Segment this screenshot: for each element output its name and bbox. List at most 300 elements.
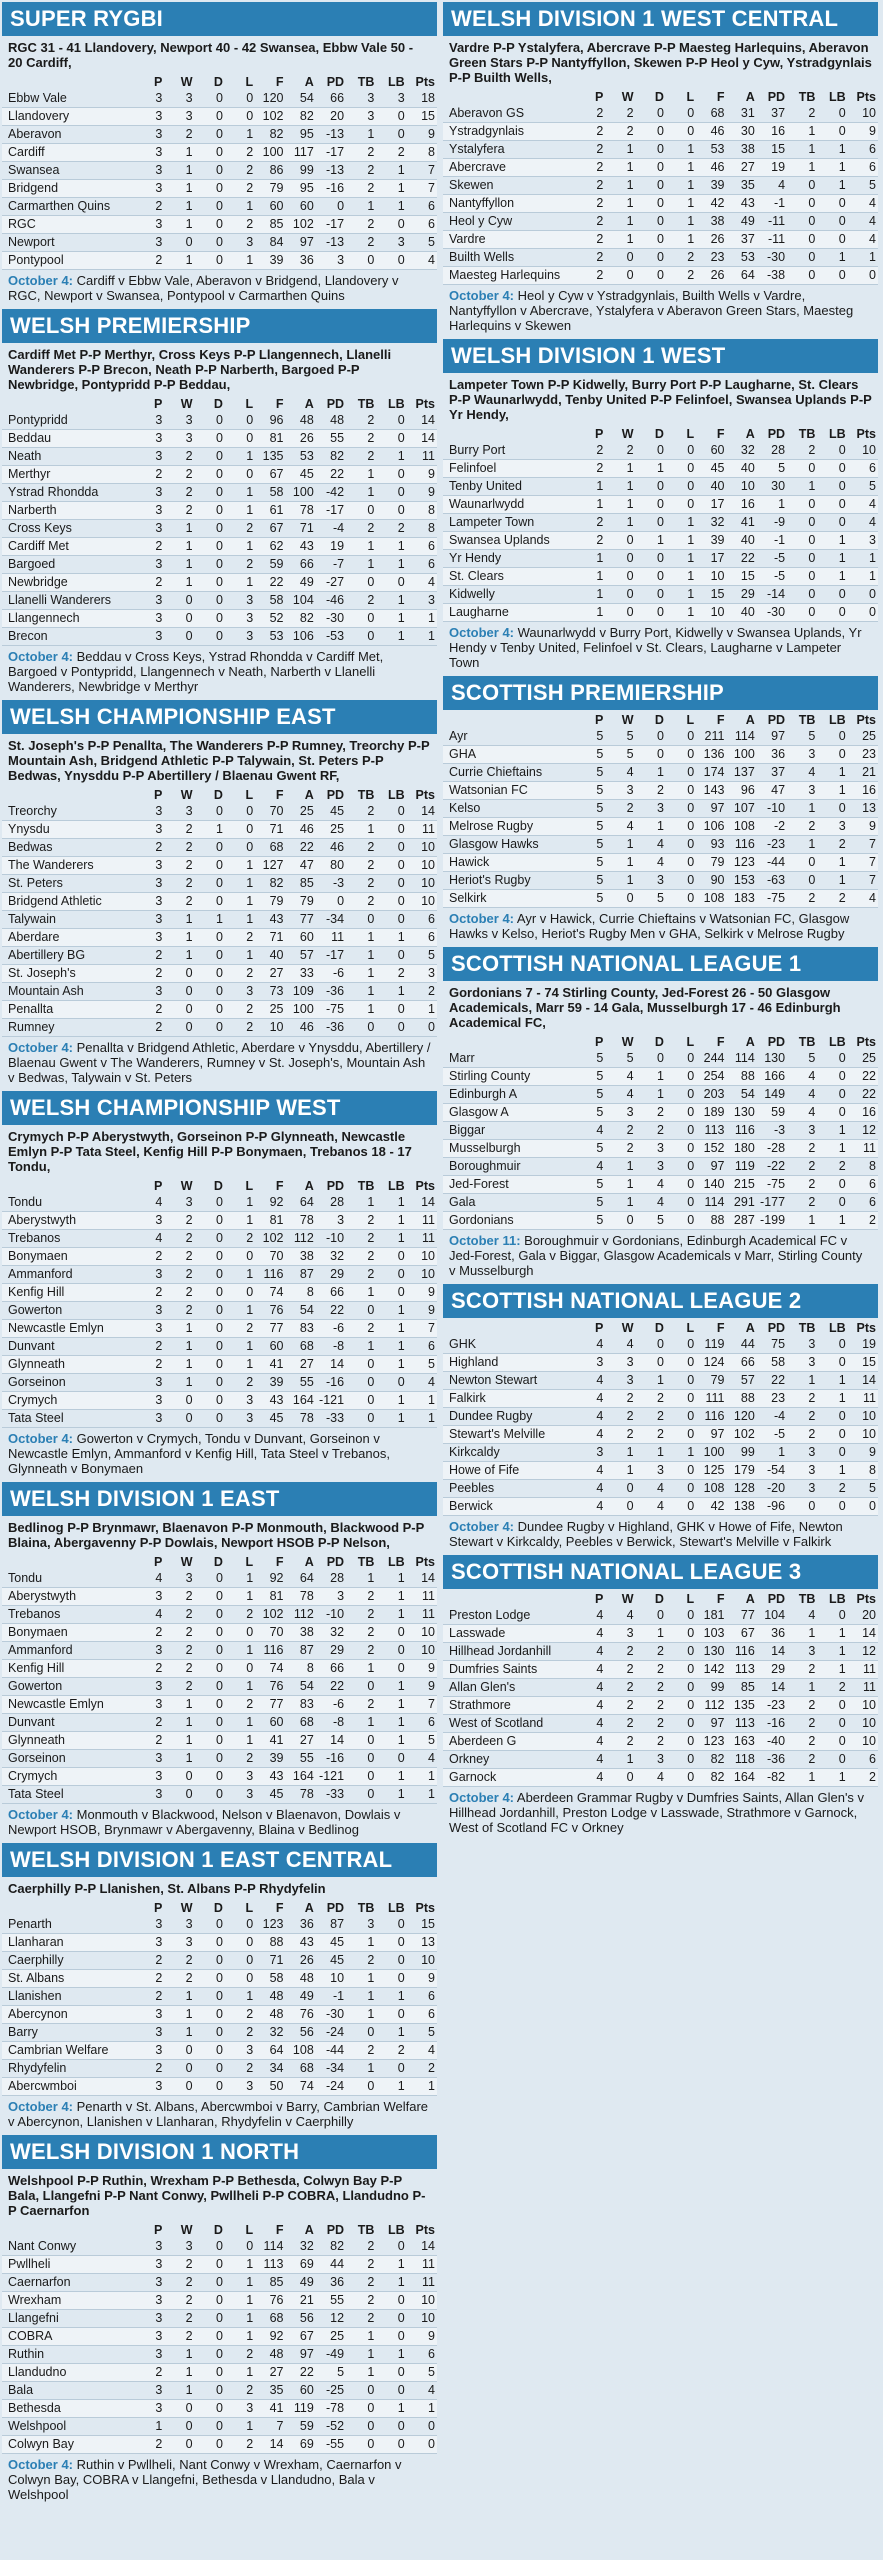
stat-cell: 2 — [787, 1158, 817, 1176]
stat-cell: 3 — [848, 532, 878, 550]
team-name: Llangennech — [2, 610, 134, 628]
stat-cell: 0 — [666, 1733, 696, 1751]
stat-cell: 0 — [346, 1678, 376, 1696]
stat-cell: -5 — [757, 568, 787, 586]
stat-cell: 3 — [134, 857, 164, 875]
stat-cell: 16 — [848, 782, 878, 800]
column-header: Pts — [415, 1555, 435, 1569]
stat-cell: 70 — [255, 1624, 285, 1642]
stat-cell: 1 — [848, 550, 878, 568]
stat-cell: 14 — [407, 412, 437, 430]
team-name: Neath — [2, 448, 134, 466]
stat-cell: 1 — [164, 1732, 194, 1750]
stat-cell: 41 — [255, 1732, 285, 1750]
stat-cell: 3 — [164, 108, 194, 126]
stat-cell: 2 — [134, 1988, 164, 2006]
stat-cell: -17 — [316, 144, 346, 162]
stat-cell: 45 — [255, 1786, 285, 1804]
stat-cell: 1 — [164, 2364, 194, 2382]
stat-cell: 0 — [376, 466, 406, 484]
stat-cell: 10 — [696, 604, 726, 622]
table-row — [2, 2042, 437, 2060]
stat-cell: 1 — [164, 2024, 194, 2042]
column-header: W — [180, 75, 193, 89]
stat-cell: 0 — [817, 800, 847, 818]
stat-cell: 0 — [376, 911, 406, 929]
team-name: Heol y Cyw — [443, 213, 575, 231]
table-row — [2, 1970, 437, 1988]
stat-cell: 0 — [376, 2364, 406, 2382]
stat-cell: 11 — [848, 1679, 878, 1697]
stat-cell: 5 — [848, 478, 878, 496]
stat-cell: 0 — [666, 818, 696, 836]
stat-cell: 11 — [407, 1588, 437, 1606]
team-name: Abertillery BG — [2, 947, 134, 965]
stat-cell: 3 — [605, 1372, 635, 1390]
stat-cell: 113 — [696, 1122, 726, 1140]
stat-cell: 0 — [164, 983, 194, 1001]
stat-cell: 67 — [726, 1625, 756, 1643]
stat-cell: 44 — [316, 2256, 346, 2274]
stat-cell: 11 — [407, 1230, 437, 1248]
team-name: Biggar — [443, 1122, 575, 1140]
stat-cell: 55 — [285, 1750, 315, 1768]
table-row — [2, 502, 437, 520]
stat-cell: -46 — [316, 592, 346, 610]
stat-cell: 4 — [575, 1122, 605, 1140]
stat-cell: 0 — [195, 2078, 225, 2096]
stat-cell: 4 — [134, 1230, 164, 1248]
stat-cell: 215 — [726, 1176, 756, 1194]
stat-cell: 5 — [575, 1086, 605, 1104]
stat-cell: 4 — [605, 764, 635, 782]
stat-cell: 3 — [787, 1122, 817, 1140]
stat-cell: 0 — [376, 893, 406, 911]
stat-cell: 106 — [285, 628, 315, 646]
team-name: Dumfries Saints — [443, 1661, 575, 1679]
team-name: Felinfoel — [443, 460, 575, 478]
stat-cell: 0 — [817, 1336, 847, 1354]
stat-cell: 0 — [666, 1354, 696, 1372]
stat-cell: 70 — [255, 1248, 285, 1266]
stat-cell: 85 — [285, 875, 315, 893]
league-table — [443, 426, 878, 622]
stat-cell: 3 — [817, 818, 847, 836]
stat-cell: 1 — [225, 911, 255, 929]
stat-cell: 1 — [605, 213, 635, 231]
team-name: Bethesda — [2, 2400, 134, 2418]
team-name: Ammanford — [2, 1642, 134, 1660]
stat-cell: 0 — [346, 2382, 376, 2400]
stat-cell: 40 — [726, 604, 756, 622]
results-text: Gordonians 7 - 74 Stirling County, Jed-Forest 26 - 50 Glasgow Academicals, Marr 59 - 14 Gala, Musselburgh 17 - 46 Edinburgh Academical FC, — [449, 985, 841, 1030]
column-header: LB — [388, 1179, 405, 1193]
stat-cell: 2 — [164, 2328, 194, 2346]
stat-cell: 3 — [575, 1444, 605, 1462]
stat-cell: 2 — [225, 2006, 255, 2024]
stat-cell: 4 — [407, 574, 437, 592]
league-title: SUPER RYGBI — [2, 2, 437, 36]
stat-cell: 5 — [407, 1732, 437, 1750]
table-row — [443, 1068, 878, 1086]
stat-cell: 58 — [255, 484, 285, 502]
team-column-header — [443, 1320, 575, 1336]
stat-cell: 1 — [817, 1661, 847, 1679]
stat-cell: 1 — [605, 1462, 635, 1480]
team-name: Cardiff — [2, 144, 134, 162]
stat-cell: 60 — [696, 442, 726, 460]
stat-cell: 4 — [575, 1372, 605, 1390]
stat-cell: 71 — [255, 821, 285, 839]
stat-cell: 2 — [787, 818, 817, 836]
stat-cell: 2 — [605, 1426, 635, 1444]
stat-cell: 0 — [195, 2328, 225, 2346]
stat-cell: 77 — [255, 1696, 285, 1714]
stat-cell: 2 — [346, 1696, 376, 1714]
stat-cell: 0 — [376, 108, 406, 126]
team-name: Glasgow Hawks — [443, 836, 575, 854]
stat-cell: 0 — [195, 2238, 225, 2256]
team-name: Pontypridd — [2, 412, 134, 430]
stat-cell: 1 — [164, 1750, 194, 1768]
stat-cell: 82 — [316, 448, 346, 466]
stat-cell: 0 — [376, 1284, 406, 1302]
stat-cell: 4 — [605, 818, 635, 836]
league-section — [2, 1841, 437, 2133]
stat-cell: 0 — [164, 1019, 194, 1037]
stat-cell: 0 — [817, 1733, 847, 1751]
stat-cell: 1 — [376, 929, 406, 947]
stat-cell: 1 — [164, 2346, 194, 2364]
stat-cell: 2 — [225, 1696, 255, 1714]
stat-cell: 2 — [346, 893, 376, 911]
stat-cell: 0 — [666, 1372, 696, 1390]
stat-cell: -121 — [316, 1392, 346, 1410]
stat-cell: 0 — [605, 1480, 635, 1498]
stat-cell: 0 — [346, 1302, 376, 1320]
stat-cell: 0 — [787, 496, 817, 514]
stat-cell: 5 — [575, 890, 605, 908]
stat-cell: 0 — [376, 484, 406, 502]
stat-cell: 0 — [666, 836, 696, 854]
stat-cell: -30 — [316, 610, 346, 628]
column-header: Pts — [415, 1901, 435, 1915]
stat-cell: 10 — [407, 1624, 437, 1642]
league-section — [443, 0, 878, 337]
stat-cell: 111 — [696, 1390, 726, 1408]
stat-cell: 3 — [134, 556, 164, 574]
stat-cell: 5 — [575, 1176, 605, 1194]
team-name: Kirkcaldy — [443, 1444, 575, 1462]
stat-cell: 0 — [195, 929, 225, 947]
stat-cell: 27 — [255, 965, 285, 983]
stat-cell: 4 — [848, 496, 878, 514]
team-name: Abercynon — [2, 2006, 134, 2024]
stat-cell: 37 — [757, 105, 787, 123]
stat-cell: 1 — [164, 1320, 194, 1338]
stat-cell: 0 — [817, 514, 847, 532]
stat-cell: 66 — [316, 1284, 346, 1302]
stat-cell: 1 — [817, 1122, 847, 1140]
stat-cell: 88 — [726, 1390, 756, 1408]
stat-cell: 0 — [376, 2310, 406, 2328]
stat-cell: 142 — [696, 1661, 726, 1679]
stat-cell: 2 — [134, 1660, 164, 1678]
stat-cell: 112 — [285, 1606, 315, 1624]
stat-cell: 130 — [696, 1643, 726, 1661]
stat-cell: 1 — [605, 1444, 635, 1462]
team-name: Garnock — [443, 1769, 575, 1787]
stat-cell: 4 — [575, 1336, 605, 1354]
stat-cell: 1 — [666, 568, 696, 586]
stat-cell: -20 — [757, 1480, 787, 1498]
column-header: PD — [326, 2223, 345, 2237]
stat-cell: 2 — [164, 893, 194, 911]
stat-cell: 118 — [726, 1751, 756, 1769]
stat-cell: 14 — [255, 2436, 285, 2454]
stat-cell: 57 — [726, 1372, 756, 1390]
stat-cell: 56 — [285, 2310, 315, 2328]
stat-cell: -7 — [316, 556, 346, 574]
stat-cell: 0 — [225, 1624, 255, 1642]
stat-cell: 104 — [757, 1607, 787, 1625]
column-header: PD — [767, 90, 786, 104]
stat-cell: 76 — [255, 1302, 285, 1320]
column-header: F — [275, 397, 284, 411]
stat-cell: 47 — [285, 857, 315, 875]
stat-cell: 3 — [605, 1625, 635, 1643]
stat-cell: 1 — [666, 550, 696, 568]
team-name: Newport — [2, 234, 134, 252]
stat-cell: 14 — [407, 803, 437, 821]
stat-cell: 5 — [575, 1068, 605, 1086]
stat-cell: 42 — [696, 195, 726, 213]
stat-cell: 3 — [134, 448, 164, 466]
stat-cell: 0 — [787, 550, 817, 568]
column-header: TB — [798, 713, 816, 727]
stat-cell: 1 — [225, 538, 255, 556]
team-name: Laugharne — [443, 604, 575, 622]
stat-cell: 1 — [376, 1696, 406, 1714]
stat-cell: 3 — [134, 1642, 164, 1660]
stat-cell: 55 — [316, 2292, 346, 2310]
team-name: Narberth — [2, 502, 134, 520]
stat-cell: 3 — [134, 484, 164, 502]
stat-cell: -75 — [316, 1001, 346, 1019]
stat-cell: 22 — [848, 1086, 878, 1104]
stat-cell: 1 — [164, 947, 194, 965]
stat-cell: 143 — [696, 782, 726, 800]
team-name: Cross Keys — [2, 520, 134, 538]
team-name: Kenfig Hill — [2, 1284, 134, 1302]
stat-cell: 12 — [316, 2310, 346, 2328]
stat-cell: 0 — [164, 2042, 194, 2060]
league-title: SCOTTISH NATIONAL LEAGUE 1 — [443, 947, 878, 981]
stat-cell: 0 — [376, 2292, 406, 2310]
table-row — [2, 1732, 437, 1750]
stat-cell: 0 — [666, 1068, 696, 1086]
team-name: Edinburgh A — [443, 1086, 575, 1104]
stat-cell: 45 — [696, 460, 726, 478]
stat-cell: 6 — [407, 216, 437, 234]
column-header: D — [654, 90, 664, 104]
stat-cell: -11 — [757, 213, 787, 231]
stat-cell: 67 — [255, 466, 285, 484]
stat-cell: 1 — [164, 929, 194, 947]
stat-cell: 39 — [255, 1374, 285, 1392]
stat-cell: 4 — [575, 1751, 605, 1769]
stat-cell: 10 — [696, 568, 726, 586]
stat-cell: -13 — [316, 162, 346, 180]
stat-cell: 12 — [848, 1643, 878, 1661]
stat-cell: 7 — [407, 162, 437, 180]
stat-cell: 0 — [817, 478, 847, 496]
stat-cell: 1 — [605, 872, 635, 890]
stat-cell: 2 — [346, 875, 376, 893]
stat-cell: 68 — [255, 2310, 285, 2328]
stat-cell: 0 — [376, 1660, 406, 1678]
stat-cell: 2 — [605, 1697, 635, 1715]
stat-cell: 0 — [195, 1266, 225, 1284]
table-row — [2, 216, 437, 234]
table-row — [2, 983, 437, 1001]
stat-cell: 1 — [225, 1678, 255, 1696]
stat-cell: 25 — [316, 2328, 346, 2346]
fixture-list: Penallta v Bridgend Athletic, Aberdare v Ynysddu, Abertillery / Blaenau Gwent v The Wanderers, Rumney v St. Joseph's, Mountain Ash v Bedwas, Talywain v St. Peters — [8, 1040, 431, 1085]
stat-cell: 3 — [134, 2346, 164, 2364]
team-column-header — [2, 396, 134, 412]
stat-cell: 44 — [726, 1336, 756, 1354]
table-row — [443, 586, 878, 604]
column-header: A — [304, 1555, 314, 1569]
stat-cell: 2 — [346, 412, 376, 430]
stat-cell: 0 — [376, 126, 406, 144]
stat-cell: 0 — [225, 90, 255, 108]
stat-cell: 81 — [255, 1588, 285, 1606]
stat-cell: 43 — [726, 195, 756, 213]
stat-cell: 10 — [848, 105, 878, 123]
stat-cell: -30 — [316, 2006, 346, 2024]
table-row — [2, 893, 437, 911]
stat-cell: 0 — [787, 267, 817, 285]
table-row — [443, 1194, 878, 1212]
stat-cell: 78 — [285, 1212, 315, 1230]
team-name: Builth Wells — [443, 249, 575, 267]
stat-cell: 0 — [666, 1086, 696, 1104]
stat-cell: 0 — [407, 1019, 437, 1037]
stat-cell: 2 — [376, 2042, 406, 2060]
stat-cell: 1 — [346, 466, 376, 484]
stat-cell: 28 — [757, 442, 787, 460]
column-header: LB — [829, 1592, 846, 1606]
column-header: P — [594, 1592, 604, 1606]
stat-cell: 2 — [164, 1302, 194, 1320]
column-header: W — [621, 90, 634, 104]
stat-cell: 0 — [666, 782, 696, 800]
team-name: Abercrave — [443, 159, 575, 177]
fixtures-text — [2, 270, 437, 307]
stat-cell: 2 — [636, 1122, 666, 1140]
stat-cell: 3 — [134, 90, 164, 108]
league-table — [2, 787, 437, 1037]
stat-cell: 116 — [726, 836, 756, 854]
stat-cell: 22 — [757, 1372, 787, 1390]
stat-cell: 22 — [316, 1678, 346, 1696]
stat-cell: 11 — [407, 448, 437, 466]
team-name: Trebanos — [2, 1606, 134, 1624]
team-name: Selkirk — [443, 890, 575, 908]
stat-cell: 0 — [376, 1642, 406, 1660]
stat-cell: 0 — [666, 105, 696, 123]
league-section — [2, 1480, 437, 1841]
stat-cell: 3 — [134, 1678, 164, 1696]
team-name: Aberystwyth — [2, 1588, 134, 1606]
table-row — [443, 1715, 878, 1733]
column-header: W — [180, 1555, 193, 1569]
column-header: PD — [326, 1555, 345, 1569]
team-name: Penarth — [2, 1916, 134, 1934]
stat-cell: 78 — [285, 1588, 315, 1606]
stat-cell: 0 — [376, 502, 406, 520]
team-name: Gowerton — [2, 1302, 134, 1320]
stat-cell: 116 — [255, 1266, 285, 1284]
stat-cell: 49 — [285, 1988, 315, 2006]
stat-cell: -17 — [316, 216, 346, 234]
league-table — [443, 712, 878, 908]
team-name: GHK — [443, 1336, 575, 1354]
stat-cell: 10 — [848, 1408, 878, 1426]
stat-cell: 3 — [225, 983, 255, 1001]
stat-cell: 0 — [376, 2006, 406, 2024]
stat-cell: 3 — [134, 162, 164, 180]
table-row — [2, 1916, 437, 1934]
table-row — [2, 628, 437, 646]
stat-cell: 2 — [605, 1733, 635, 1751]
table-row — [2, 538, 437, 556]
stat-cell: 0 — [195, 1570, 225, 1588]
stat-cell: 3 — [134, 893, 164, 911]
stat-cell: 2 — [787, 890, 817, 908]
stat-cell: 2 — [346, 2274, 376, 2292]
column-header: TB — [357, 397, 375, 411]
column-header: LB — [388, 2223, 405, 2237]
stat-cell: 0 — [164, 1410, 194, 1428]
stat-cell: 2 — [605, 105, 635, 123]
stat-cell: 2 — [636, 1715, 666, 1733]
stat-cell: 2 — [225, 1320, 255, 1338]
stat-cell: 0 — [195, 803, 225, 821]
team-name: Kidwelly — [443, 586, 575, 604]
stat-cell: 17 — [696, 550, 726, 568]
stat-cell: 6 — [407, 2006, 437, 2024]
stat-cell: 3 — [164, 90, 194, 108]
team-name: West of Scotland — [443, 1715, 575, 1733]
fixtures-text — [443, 1230, 878, 1282]
stat-cell: 14 — [848, 1625, 878, 1643]
stat-cell: 1 — [225, 1570, 255, 1588]
table-row — [443, 1607, 878, 1625]
stat-cell: 0 — [787, 854, 817, 872]
stat-cell: 4 — [134, 1194, 164, 1212]
table-row — [2, 1356, 437, 1374]
stat-cell: 0 — [195, 1660, 225, 1678]
column-header: LB — [388, 788, 405, 802]
fixtures-text — [443, 1787, 878, 1839]
stat-cell: 3 — [134, 2238, 164, 2256]
stat-cell: 1 — [817, 1625, 847, 1643]
table-row — [443, 1336, 878, 1354]
stat-cell: 0 — [817, 1354, 847, 1372]
